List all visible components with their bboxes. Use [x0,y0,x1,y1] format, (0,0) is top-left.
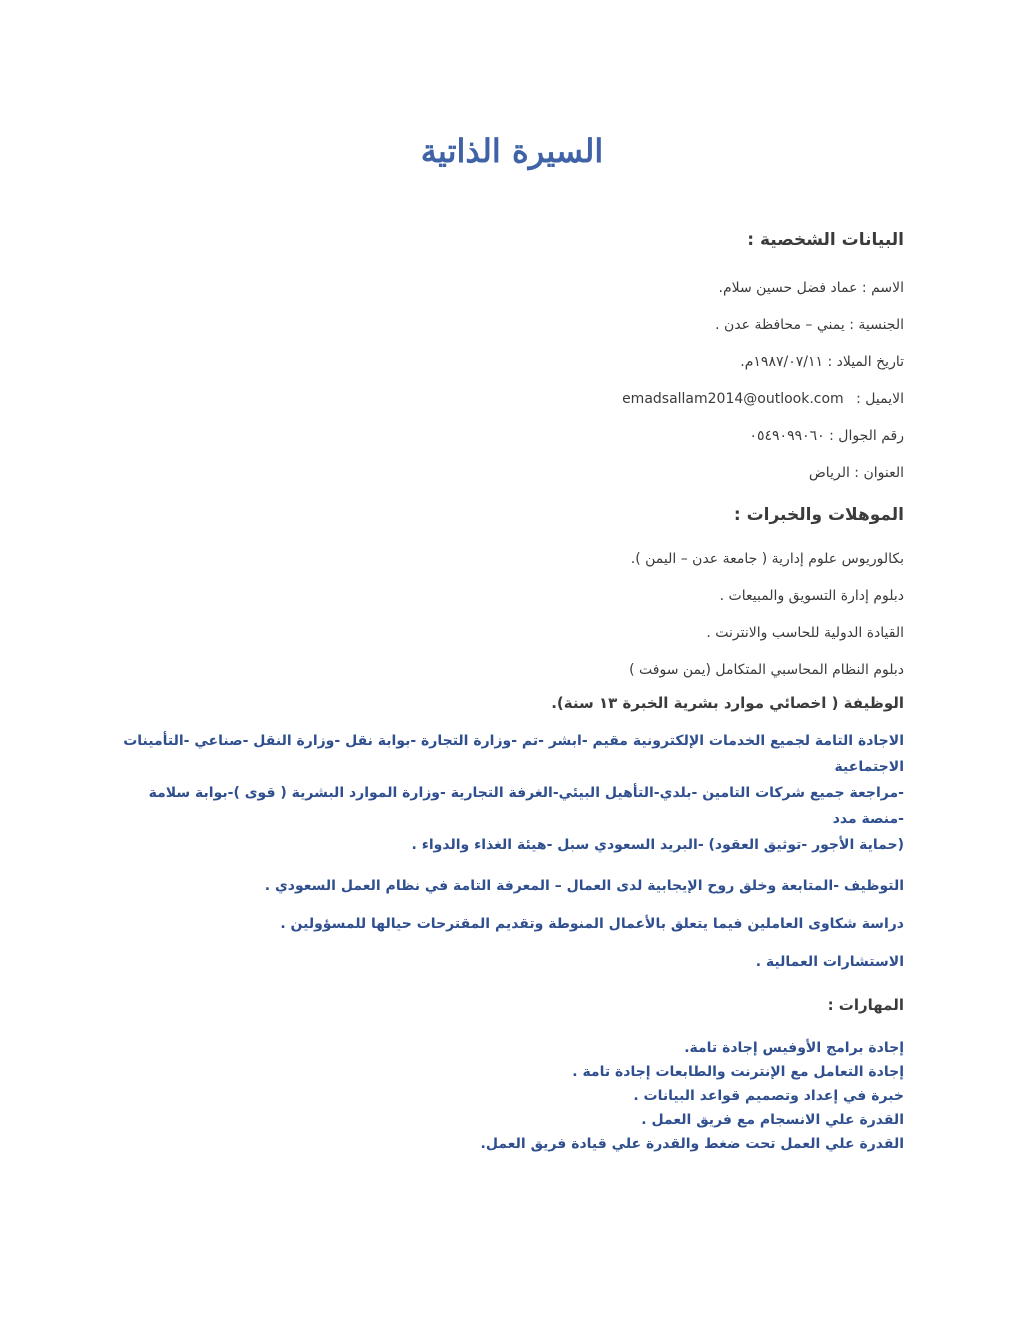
phone-label: رقم الجوال : [829,428,904,444]
cv-content [118,226,904,1156]
skill-item: إجادة التعامل مع الإنترنت والطابعات إجادة تامة . [572,1064,904,1080]
qualifications-heading: الموهلات والخبرات : [733,505,904,525]
services-paragraph [118,728,904,858]
email-label: الايميل : [856,391,904,407]
address-line: العنوان : الرياض [808,465,904,481]
skills-list [118,1036,904,1156]
skill-item: إجادة برامج الأوفيس إجادة تامة. [684,1040,904,1056]
duty-line: التوظيف -المتابعة وخلق روح الإيجابية لدى العمال – المعرفة التامة في نظام العمل السعودي . [264,878,904,894]
birth-line [118,354,904,370]
qualification-item: القيادة الدولية للحاسب والانترنت . [706,625,904,641]
birth-label: تاريخ الميلاد : [827,354,904,370]
services-line: -مراجعة جميع شركات التامين -بلدي-التأهيل البيئي-الغرفة التجارية -وزارة الموارد البشرية ( قوى )-بوابة سلامة -منصة مدد [148,785,904,827]
email-value[interactable]: emadsallam2014@outlook.com [622,391,844,407]
skills-heading: المهارات : [827,996,904,1014]
name-line: الاسم : عماد فضل حسين سلام. [718,280,904,296]
phone-line [118,428,904,444]
duty-line: دراسة شكاوى العاملين فيما يتعلق بالأعمال المنوطة وتقديم المقترحات حيالها للمسؤولين . [280,916,904,932]
skill-item: خبرة في إعداد وتصميم قواعد البيانات . [633,1088,904,1104]
services-line: (حماية الأجور -توثيق العقود) -البريد السعودي سبل -هيئة الغذاء والدواء . [411,837,904,853]
skill-item: القدرة علي العمل تحت ضغط والقدرة علي قيادة فريق العمل. [480,1136,904,1152]
document-title: السيرة الذاتية [420,132,604,170]
services-line: الاجادة التامة لجميع الخدمات الإلكترونية مقيم -ابشر -تم -وزارة التجارة -بوابة نقل -وزارة النقل -صناعي -التأمينات الاجتماعية [123,733,904,775]
personal-heading: البيانات الشخصية : [747,230,904,250]
duty-line: الاستشارات العمالية . [755,954,904,970]
qualification-item: دبلوم إدارة التسويق والمبيعات . [719,588,904,604]
qualification-item: دبلوم النظام المحاسبي المتكامل (يمن سوفت ) [629,662,904,678]
phone-value: ٠٥٤٩٠٩٩٠٦٠ [749,428,825,444]
birth-value: ١٩٨٧/٠٧/١١م. [740,354,823,370]
qualification-item: بكالوريوس علوم إدارية ( جامعة عدن – اليمن ). [630,551,904,567]
skill-item: القدرة علي الانسجام مع فريق العمل . [641,1112,904,1128]
email-line [118,391,904,407]
nationality-line: الجنسية : يمني – محافظة عدن . [715,317,904,333]
job-title: الوظيفة ( اخصائي موارد بشرية الخبرة ١٣ سنة). [551,694,904,712]
